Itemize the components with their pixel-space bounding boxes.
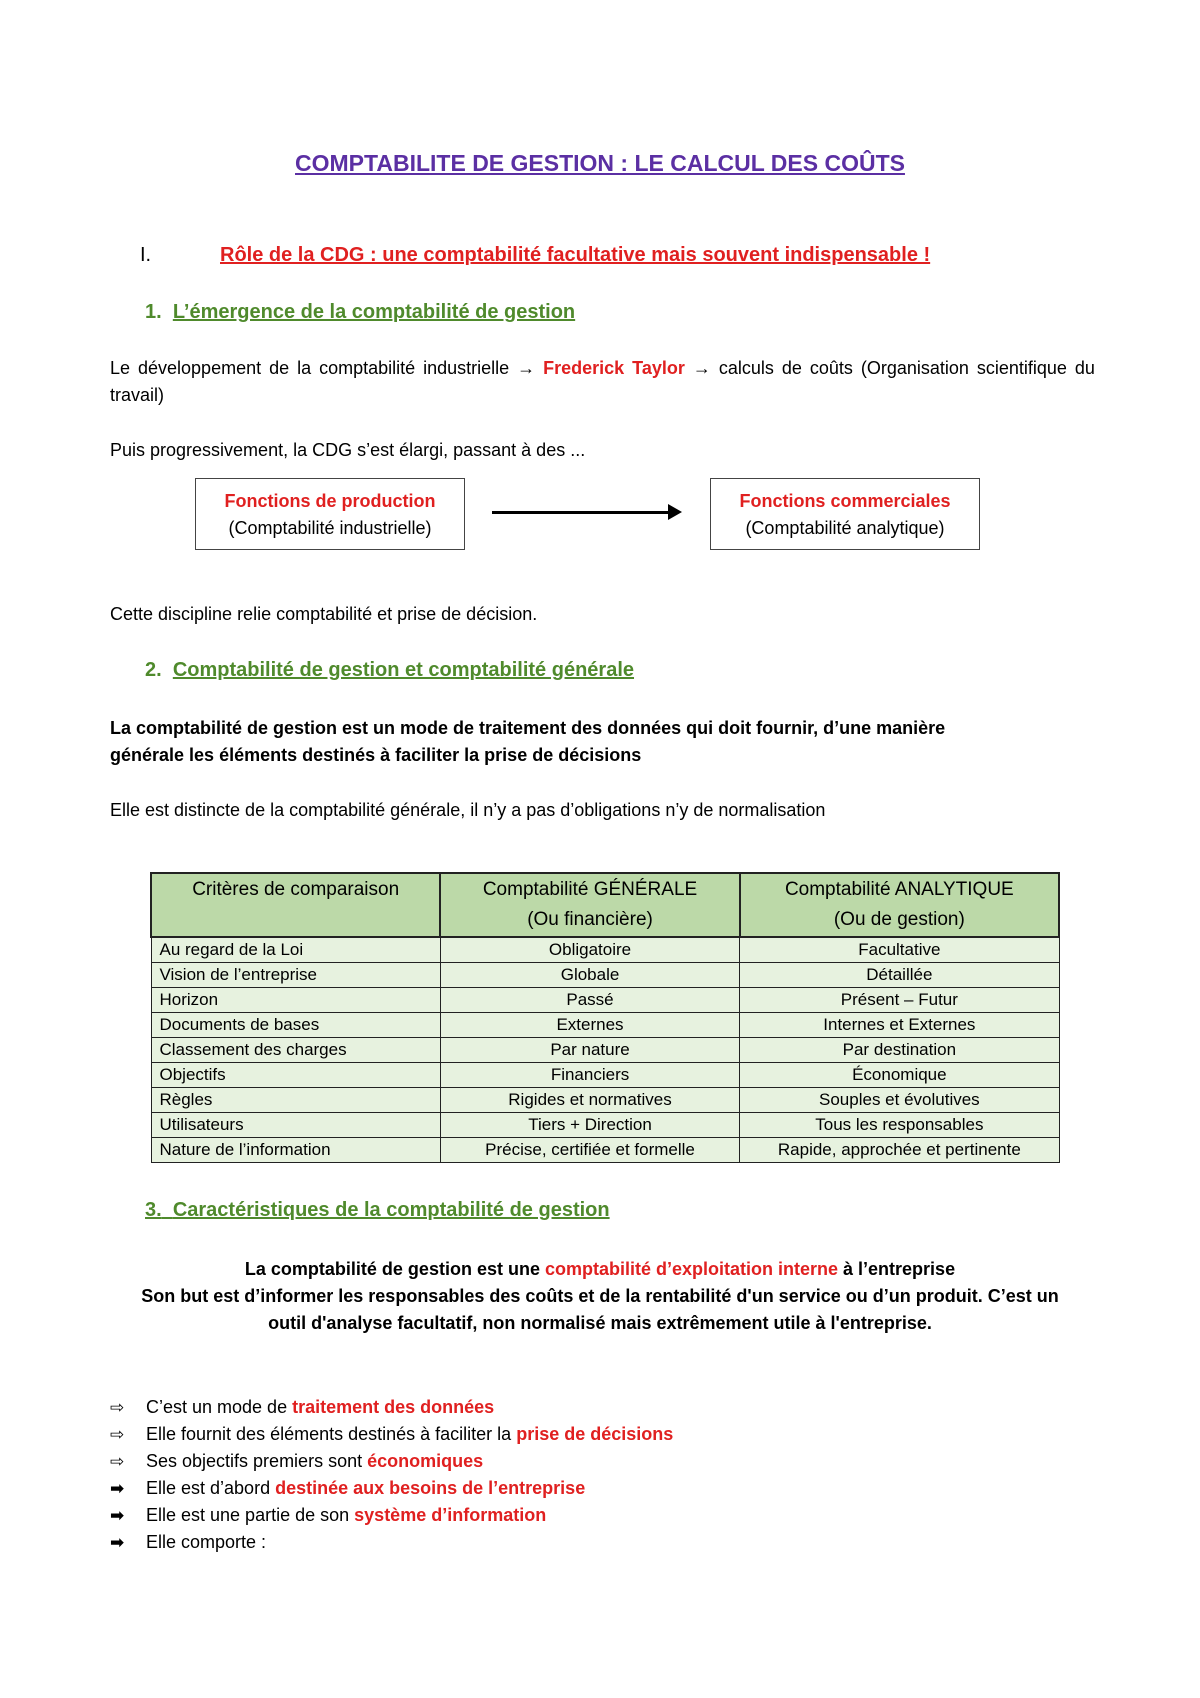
paragraph-taylor-start: Le développement de la comptabilité industrielle	[110, 358, 510, 378]
list-item-highlight: traitement des données	[292, 1397, 495, 1417]
paragraph-definition-line1: La comptabilité de gestion est un mode de traitement des données qui doit fournir, d’une manière	[110, 718, 946, 738]
table-cell: Facultative	[740, 937, 1059, 963]
subsection-2-number: 2.	[145, 659, 162, 681]
table-cell: Internes et Externes	[740, 1013, 1059, 1038]
box-production-title: Fonctions de production	[224, 491, 436, 511]
table-cell: Nature de l’information	[151, 1138, 440, 1163]
paragraph-progressive: Puis progressivement, la CDG s’est élargi, passant à des ...	[110, 440, 586, 460]
list-item: ➡ Elle est d’abord destinée aux besoins de l’entreprise	[110, 1475, 673, 1502]
box-production-subtitle: (Comptabilité industrielle)	[228, 518, 432, 538]
arrow-line	[492, 511, 672, 514]
table-row	[151, 1038, 1059, 1063]
box-commerciales	[710, 478, 980, 550]
table-row	[151, 1088, 1059, 1113]
right-arrow-icon: →	[692, 358, 711, 378]
list-item-highlight: prise de décisions	[516, 1424, 674, 1444]
table-cell: Classement des charges	[151, 1038, 440, 1063]
bullet-list	[110, 1394, 673, 1556]
table-cell: Par destination	[740, 1038, 1059, 1063]
table-cell: Tous les responsables	[740, 1113, 1059, 1138]
table-cell: Présent – Futur	[740, 988, 1059, 1013]
paragraph-characteristics-line3: outil d'analyse facultatif, non normalisé mais extrêmement utile à l'entreprise.	[268, 1313, 932, 1333]
box-commerciales-subtitle: (Comptabilité analytique)	[745, 518, 945, 538]
outline-arrow-icon: ⇨	[110, 1425, 125, 1444]
table-row	[151, 1013, 1059, 1038]
subsection-1-title: L’émergence de la comptabilité de gestion	[172, 301, 576, 323]
list-item: ⇨ C’est un mode de traitement des données	[110, 1394, 673, 1421]
table-cell: Externes	[440, 1013, 739, 1038]
table-cell: Règles	[151, 1088, 440, 1113]
outline-arrow-icon: ⇨	[110, 1398, 125, 1417]
bold-arrow-icon: ➡	[110, 1479, 125, 1498]
table-header-criteria: Critères de comparaison	[151, 873, 440, 937]
subsection-1-heading	[145, 301, 575, 324]
table-cell: Rapide, approchée et pertinente	[740, 1138, 1059, 1163]
table-cell: Économique	[740, 1063, 1059, 1088]
table-row	[151, 1063, 1059, 1088]
table-cell: Financiers	[440, 1063, 739, 1088]
table-cell: Détaillée	[740, 963, 1059, 988]
highlight-exploitation-interne: comptabilité d’exploitation interne	[544, 1259, 839, 1279]
table-cell: Rigides et normatives	[440, 1088, 739, 1113]
list-item: ➡ Elle est une partie de son système d’information	[110, 1502, 673, 1529]
box-production	[195, 478, 465, 550]
table-header-row	[151, 873, 1059, 937]
paragraph-taylor	[110, 355, 1095, 409]
paragraph-characteristics-line1: La comptabilité de gestion est une comptabilité d’exploitation interne à l’entreprise	[244, 1259, 956, 1279]
subsection-1-number: 1.	[145, 301, 162, 323]
table-cell: Obligatoire	[440, 937, 739, 963]
frederick-taylor: Frederick Taylor	[543, 358, 685, 378]
arrow-head-icon	[668, 504, 682, 520]
table-cell: Par nature	[440, 1038, 739, 1063]
list-item-highlight: système d’information	[354, 1505, 547, 1525]
subsection-3-number: 3.	[145, 1199, 162, 1221]
section-title: Rôle de la CDG : une comptabilité facultative mais souvent indispensable !	[220, 244, 931, 266]
table-header-analytique: Comptabilité ANALYTIQUE (Ou de gestion)	[740, 873, 1059, 937]
list-item-highlight: économiques	[367, 1451, 484, 1471]
paragraph-definition	[110, 715, 1095, 769]
table-cell: Précise, certifiée et formelle	[440, 1138, 739, 1163]
subsection-2-title: Comptabilité de gestion et comptabilité générale	[172, 659, 635, 681]
subsection-2-heading	[145, 659, 634, 682]
list-item: ➡ Elle comporte :	[110, 1529, 673, 1556]
paragraph-discipline: Cette discipline relie comptabilité et prise de décision.	[110, 604, 538, 624]
bold-arrow-icon: ➡	[110, 1506, 125, 1525]
table-cell: Souples et évolutives	[740, 1088, 1059, 1113]
table-row	[151, 1113, 1059, 1138]
list-item: ⇨ Ses objectifs premiers sont économiques	[110, 1448, 673, 1475]
subsection-3-heading	[145, 1199, 610, 1222]
paragraph-characteristics	[0, 1256, 1200, 1337]
paragraph-taylor-end: calculs de coûts (Organisation scientifique du travail)	[110, 358, 1095, 405]
paragraph-definition-line2: générale les éléments destinés à faciliter la prise de décisions	[110, 745, 642, 765]
table-header-generale: Comptabilité GÉNÉRALE (Ou financière)	[440, 873, 739, 937]
table-cell: Globale	[440, 963, 739, 988]
page-title: COMPTABILITE DE GESTION : LE CALCUL DES COÛTS	[295, 150, 905, 176]
list-item-highlight: destinée aux besoins de l’entreprise	[275, 1478, 586, 1498]
right-arrow-icon: →	[517, 358, 536, 378]
table-cell: Passé	[440, 988, 739, 1013]
paragraph-distinct: Elle est distincte de la comptabilité générale, il n’y a pas d’obligations n’y de normalisation	[110, 800, 826, 820]
table-cell: Vision de l’entreprise	[151, 963, 440, 988]
table-cell: Objectifs	[151, 1063, 440, 1088]
table-cell: Tiers + Direction	[440, 1113, 739, 1138]
table-cell: Au regard de la Loi	[151, 937, 440, 963]
table-row	[151, 937, 1059, 963]
subsection-3-title: Caractéristiques de la comptabilité de gestion	[172, 1199, 610, 1221]
paragraph-characteristics-line2: Son but est d’informer les responsables des coûts et de la rentabilité d'un service ou d’un produit. C’est un	[141, 1286, 1059, 1306]
table-row	[151, 988, 1059, 1013]
table-row	[151, 963, 1059, 988]
box-commerciales-title: Fonctions commerciales	[739, 491, 951, 511]
list-item: ⇨ Elle fournit des éléments destinés à faciliter la prise de décisions	[110, 1421, 673, 1448]
comparison-table	[150, 872, 1060, 1163]
table-cell: Utilisateurs	[151, 1113, 440, 1138]
section-number: I.	[140, 244, 152, 266]
table-cell: Documents de bases	[151, 1013, 440, 1038]
bold-arrow-icon: ➡	[110, 1533, 125, 1552]
outline-arrow-icon: ⇨	[110, 1452, 125, 1471]
table-row	[151, 1138, 1059, 1163]
table-cell: Horizon	[151, 988, 440, 1013]
